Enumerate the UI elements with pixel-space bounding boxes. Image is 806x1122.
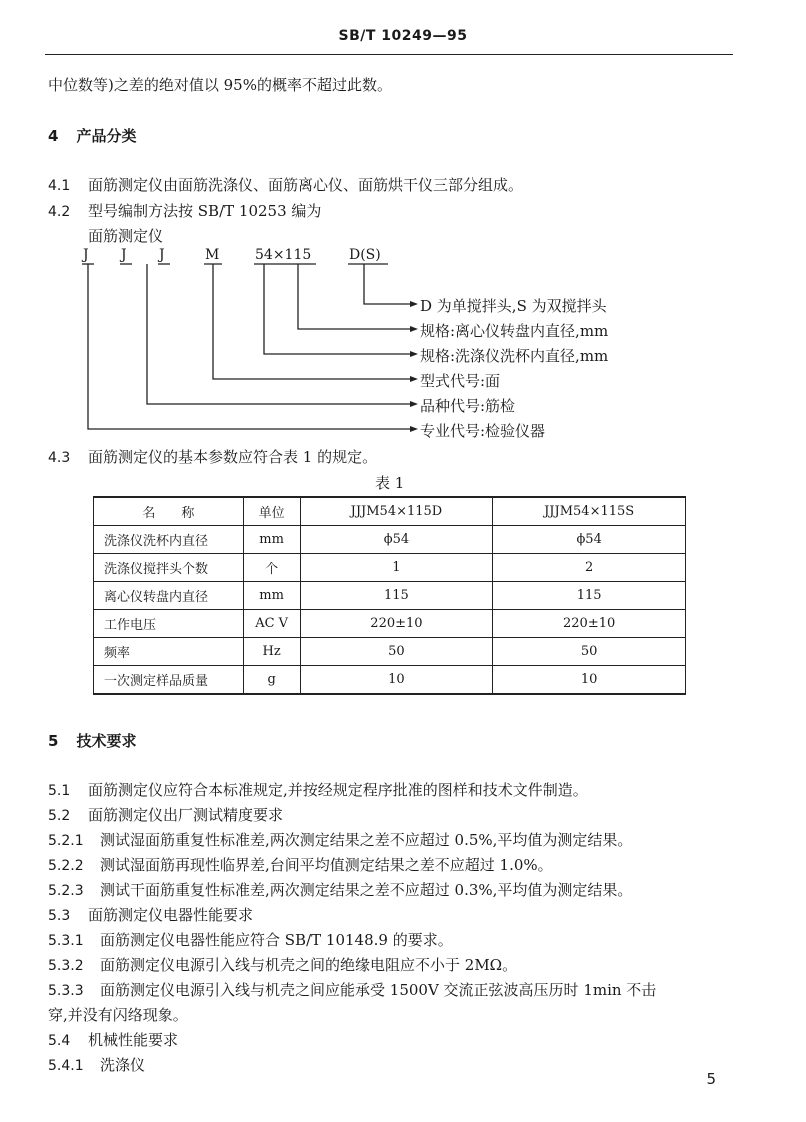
arrow-head (410, 326, 418, 332)
clause-5-3-2 (48, 954, 517, 975)
clause-number: 4.1 (48, 178, 71, 194)
leader-line-spin (298, 264, 412, 329)
clause-text: 测试湿面筋重复性标准差,两次测定结果之差不应超过 0.5%,平均值为测定结果。 (100, 831, 633, 849)
arrow-head (410, 376, 418, 382)
diagram-label-spin: 规格:离心仪转盘内直径,mm (420, 322, 609, 340)
leader-line-wash (264, 264, 412, 354)
header-model-s: JJJM54×115S (493, 497, 686, 526)
parameter-table (93, 496, 686, 695)
clause-5-4-1 (48, 1054, 145, 1075)
clause-number: 5.2.2 (48, 858, 84, 874)
table-cell: 10 (300, 666, 493, 695)
diagram-label-wash: 规格:洗涤仪洗杯内直径,mm (420, 347, 609, 365)
table-cell: 1 (300, 554, 493, 582)
clause-text: 面筋测定仪由面筋洗涤仪、面筋离心仪、面筋烘干仪三部分组成。 (88, 176, 524, 194)
clause-number: 5.4 (48, 1033, 71, 1049)
table-row (94, 666, 686, 695)
table-cell: 洗涤仪搅拌头个数 (94, 554, 244, 582)
header-name: 名 称 (94, 497, 244, 526)
clause-number: 5.3.1 (48, 933, 84, 949)
clause-text: 面筋测定仪电源引入线与机壳之间的绝缘电阻应不小于 2MΩ。 (100, 956, 518, 974)
clause-text: 面筋测定仪电源引入线与机壳之间应能承受 1500V 交流正弦波高压历时 1min 不击 (100, 981, 657, 999)
table-cell: mm (243, 526, 300, 554)
leader-line-M (213, 264, 412, 379)
table-cell: 个 (243, 554, 300, 582)
clause-text: 面筋测定仪的基本参数应符合表 1 的规定。 (88, 448, 378, 466)
clause-number: 5.4.1 (48, 1058, 84, 1074)
table-cell: 220±10 (493, 610, 686, 638)
clause-5-3-1 (48, 929, 453, 950)
clause-number: 5.2.1 (48, 833, 84, 849)
clause-5-3 (48, 904, 253, 925)
clause-text: 洗涤仪 (100, 1056, 146, 1074)
clause-text: 测试干面筋重复性标准差,两次测定结果之差不应超过 0.3%,平均值为测定结果。 (100, 881, 633, 899)
table-row (94, 610, 686, 638)
clause-number: 4.3 (48, 450, 71, 466)
table-row (94, 638, 686, 666)
diagram-label-profession: 专业代号:检验仪器 (420, 422, 546, 440)
section-5-title: 技术要求 (76, 732, 137, 750)
clause-text: 机械性能要求 (88, 1031, 179, 1049)
arrow-head (410, 401, 418, 407)
clause-4-3 (48, 446, 377, 467)
diagram-label-type: 型式代号:面 (420, 372, 501, 390)
table-row (94, 554, 686, 582)
table-cell: 洗涤仪洗杯内直径 (94, 526, 244, 554)
table-cell: 50 (493, 638, 686, 666)
table-cell: AC V (243, 610, 300, 638)
table-cell: 10 (493, 666, 686, 695)
arrow-head (410, 351, 418, 357)
table-cell: ϕ54 (493, 526, 686, 554)
clause-5-3-3-continued (48, 1004, 188, 1025)
table-cell: ϕ54 (300, 526, 493, 554)
header-model-d: JJJM54×115D (300, 497, 493, 526)
clause-number: 5.2.3 (48, 883, 84, 899)
clause-text: 面筋测定仪电器性能要求 (88, 906, 254, 924)
diagram-label-DS: D 为单搅拌头,S 为双搅拌头 (420, 297, 607, 315)
clause-5-3-3 (48, 979, 656, 1000)
clause-number: 5.2 (48, 808, 71, 824)
header-unit: 单位 (243, 497, 300, 526)
table-cell: 离心仪转盘内直径 (94, 582, 244, 610)
clause-5-2-3 (48, 879, 632, 900)
leader-line-J2 (147, 264, 412, 404)
table-cell: 频率 (94, 638, 244, 666)
table-cell: Hz (243, 638, 300, 666)
table-cell: 2 (493, 554, 686, 582)
table-cell: 50 (300, 638, 493, 666)
table-cell: 一次测定样品质量 (94, 666, 244, 695)
diagram-label-variety: 品种代号:筋检 (420, 397, 516, 415)
clause-5-2-1 (48, 829, 632, 850)
arrow-head (410, 301, 418, 307)
code-J-2: J (121, 247, 127, 263)
section-5-heading (48, 730, 136, 751)
section-5-number: 5 (48, 732, 59, 750)
table-row (94, 582, 686, 610)
clause-number: 5.3.3 (48, 983, 84, 999)
table-caption: 表 1 (375, 474, 405, 492)
page-number: 5 (706, 1070, 716, 1088)
arrow-head (410, 426, 418, 432)
intro-line: 中位数等)之差的绝对值以 95%的概率不超过此数。 (48, 76, 392, 94)
clause-text: 穿,并没有闪络现象。 (48, 1006, 188, 1024)
section-4-number: 4 (48, 127, 59, 145)
clause-number: 4.2 (48, 204, 71, 220)
clause-text: 测试湿面筋再现性临界差,台间平均值测定结果之差不应超过 1.0%。 (100, 856, 553, 874)
table-cell: 工作电压 (94, 610, 244, 638)
code-J-3: J (159, 247, 165, 263)
clause-5-2-2 (48, 854, 553, 875)
clause-number: 5.3.2 (48, 958, 84, 974)
model-code-diagram (0, 0, 806, 460)
table-cell: 115 (300, 582, 493, 610)
table-cell: mm (243, 582, 300, 610)
code-spec: 54×115 (255, 247, 312, 263)
standard-code-header: SB/T 10249—95 (338, 28, 468, 44)
clause-text: 面筋测定仪应符合本标准规定,并按经规定程序批准的图样和技术文件制造。 (88, 781, 588, 799)
code-M: M (205, 247, 220, 263)
clause-number: 5.1 (48, 783, 71, 799)
clause-text: 面筋测定仪电器性能应符合 SB/T 10148.9 的要求。 (100, 931, 453, 949)
table-cell: 115 (493, 582, 686, 610)
table-header-row (94, 497, 686, 526)
section-4-title: 产品分类 (76, 127, 137, 145)
leader-line-DS (364, 264, 412, 304)
clause-text: 面筋测定仪出厂测试精度要求 (88, 806, 284, 824)
clause-5-1 (48, 779, 588, 800)
clause-text: 型号编制方法按 SB/T 10253 编为 (88, 202, 322, 220)
clause-5-4 (48, 1029, 178, 1050)
table-cell: 220±10 (300, 610, 493, 638)
code-DS: D(S) (349, 247, 381, 263)
table-row (94, 526, 686, 554)
diagram-title: 面筋测定仪 (88, 227, 164, 245)
clause-number: 5.3 (48, 908, 71, 924)
table-cell: g (243, 666, 300, 695)
code-J-1: J (83, 247, 89, 263)
clause-5-2 (48, 804, 283, 825)
